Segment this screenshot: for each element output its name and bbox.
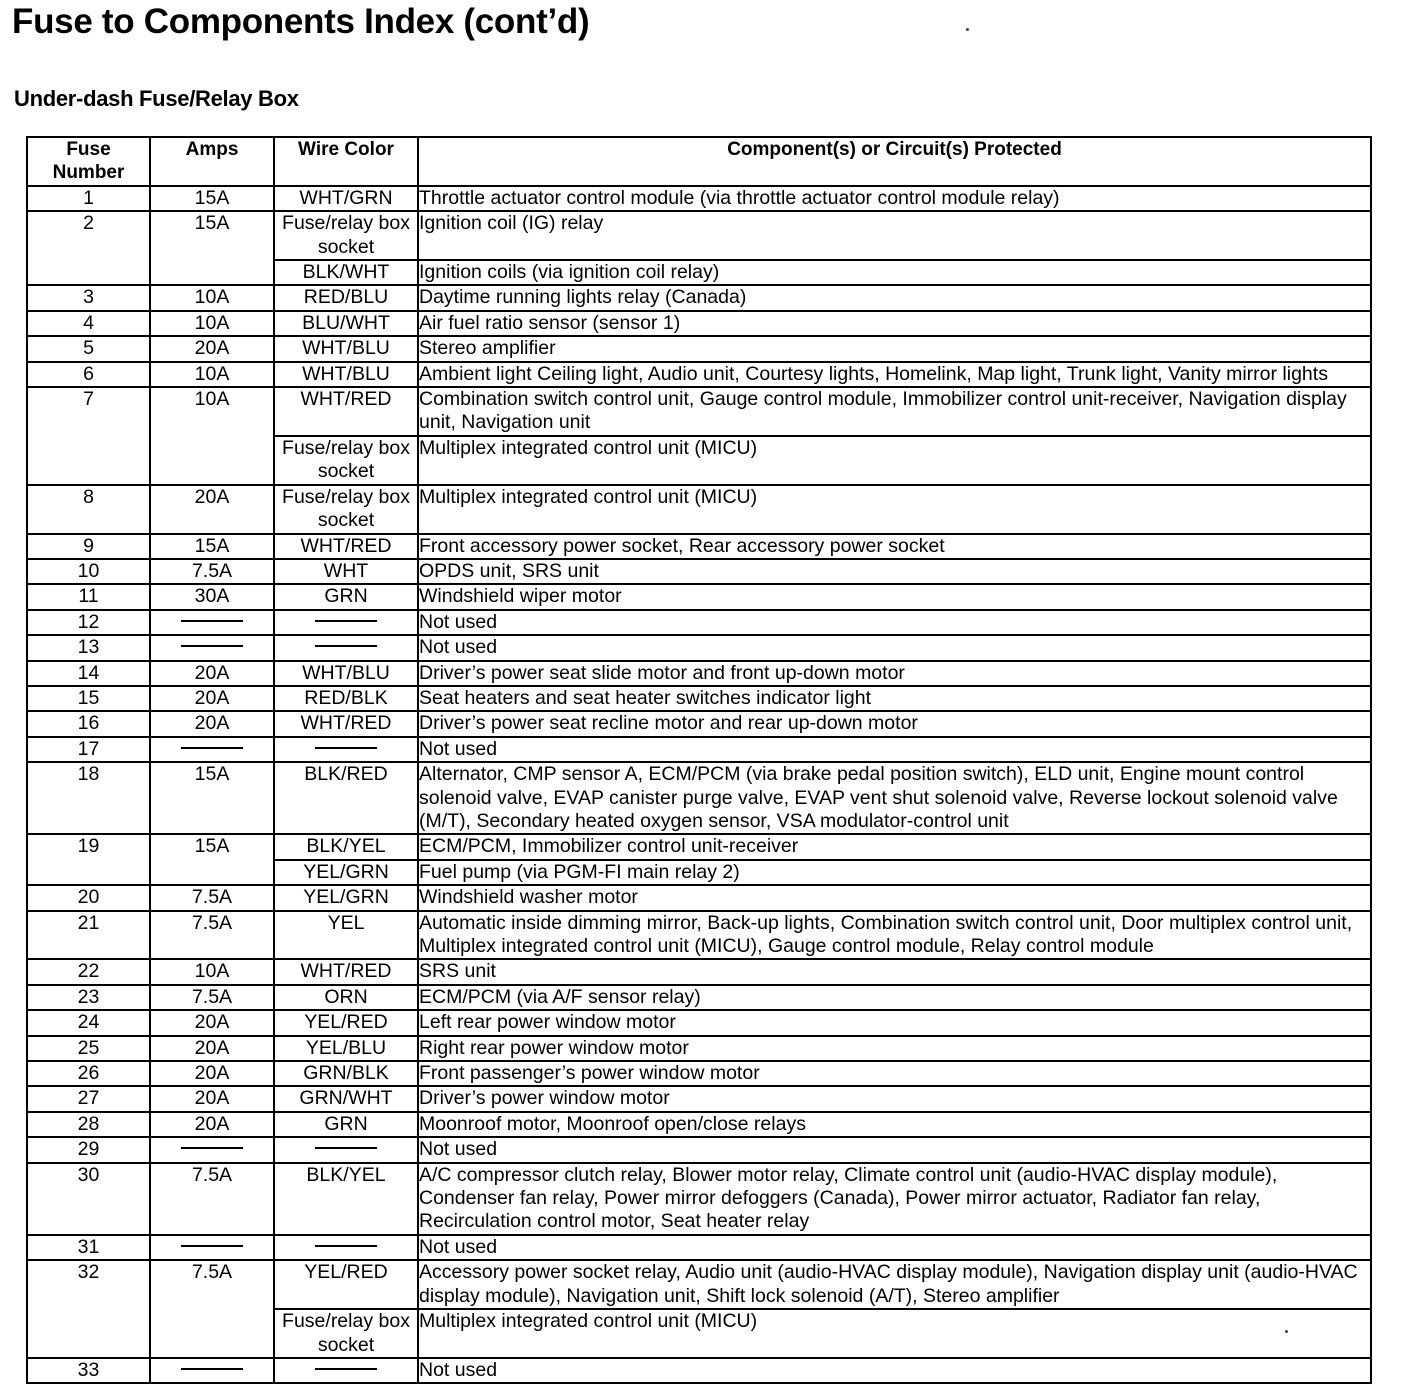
- components-cell: Windshield washer motor: [418, 885, 1371, 910]
- amps-cell: 20A: [150, 1036, 274, 1061]
- table-row: [27, 387, 1371, 436]
- header-amps: Amps: [150, 137, 274, 186]
- wire-color-cell: WHT/BLU: [274, 362, 418, 387]
- scan-speck: [966, 28, 969, 31]
- amps-cell: 7.5A: [150, 559, 274, 584]
- components-cell: Throttle actuator control module (via throttle actuator control module relay): [418, 186, 1371, 211]
- table-row: [27, 1260, 1371, 1309]
- components-cell: A/C compressor clutch relay, Blower motor relay, Climate control unit (audio-HVAC display module), Condenser fan relay, Power mirror defoggers (Canada), Power mirror actuator, Radiator fan relay, Recirculation control motor, Seat heater relay: [418, 1163, 1371, 1235]
- fuse-number-cell: 29: [27, 1137, 150, 1162]
- components-cell: Automatic inside dimming mirror, Back-up lights, Combination switch control unit, Door multiplex control unit, Multiplex integrated control unit (MICU), Gauge control module, Relay control module: [418, 911, 1371, 960]
- wire-color-cell: BLK/RED: [274, 762, 418, 834]
- header-wire-color: Wire Color: [274, 137, 418, 186]
- amps-cell: 7.5A: [150, 885, 274, 910]
- wire-color-cell: BLK/YEL: [274, 834, 418, 859]
- amps-cell: 7.5A: [150, 985, 274, 1010]
- table-row: [27, 1086, 1371, 1111]
- table-row: [27, 1036, 1371, 1061]
- not-used-dash: [315, 747, 377, 749]
- table-row: [27, 534, 1371, 559]
- amps-cell: 7.5A: [150, 911, 274, 960]
- not-used-dash: [181, 620, 243, 622]
- table-row: [27, 959, 1371, 984]
- amps-cell: [150, 1137, 274, 1162]
- components-cell: Not used: [418, 1358, 1371, 1383]
- amps-cell: 20A: [150, 686, 274, 711]
- fuse-number-cell: 22: [27, 959, 150, 984]
- table-row: [27, 885, 1371, 910]
- fuse-number-cell: 15: [27, 686, 150, 711]
- wire-color-cell: WHT/BLU: [274, 661, 418, 686]
- table-row: [27, 485, 1371, 534]
- components-cell: SRS unit: [418, 959, 1371, 984]
- fuse-number-cell: 12: [27, 610, 150, 635]
- wire-color-cell: [274, 610, 418, 635]
- wire-color-cell: Fuse/relay box socket: [274, 1309, 418, 1358]
- wire-color-cell: GRN: [274, 1112, 418, 1137]
- amps-cell: 15A: [150, 211, 274, 285]
- fuse-number-cell: 3: [27, 285, 150, 310]
- table-row: [27, 686, 1371, 711]
- table-row: [27, 661, 1371, 686]
- fuse-number-cell: 32: [27, 1260, 150, 1358]
- fuse-number-cell: 5: [27, 336, 150, 361]
- fuse-number-cell: 31: [27, 1235, 150, 1260]
- fuse-number-cell: 19: [27, 834, 150, 885]
- table-row: [27, 1235, 1371, 1260]
- not-used-dash: [181, 1368, 243, 1370]
- wire-color-cell: [274, 1235, 418, 1260]
- amps-cell: 20A: [150, 711, 274, 736]
- components-cell: Moonroof motor, Moonroof open/close relays: [418, 1112, 1371, 1137]
- fuse-number-cell: 2: [27, 211, 150, 285]
- amps-cell: 20A: [150, 336, 274, 361]
- fuse-number-cell: 24: [27, 1010, 150, 1035]
- amps-cell: 10A: [150, 311, 274, 336]
- amps-cell: 20A: [150, 485, 274, 534]
- amps-cell: 7.5A: [150, 1260, 274, 1358]
- table-row: [27, 1163, 1371, 1235]
- components-cell: Fuel pump (via PGM-FI main relay 2): [418, 860, 1371, 885]
- table-header-row: [27, 137, 1371, 186]
- not-used-dash: [315, 1368, 377, 1370]
- components-cell: Not used: [418, 1137, 1371, 1162]
- fuse-number-cell: 20: [27, 885, 150, 910]
- components-cell: Right rear power window motor: [418, 1036, 1371, 1061]
- table-row: [27, 362, 1371, 387]
- amps-cell: 7.5A: [150, 1163, 274, 1235]
- components-cell: Driver’s power seat recline motor and rear up-down motor: [418, 711, 1371, 736]
- components-cell: Ignition coil (IG) relay: [418, 211, 1371, 260]
- wire-color-cell: GRN/WHT: [274, 1086, 418, 1111]
- components-cell: Daytime running lights relay (Canada): [418, 285, 1371, 310]
- wire-color-cell: WHT/RED: [274, 534, 418, 559]
- wire-color-cell: GRN: [274, 584, 418, 609]
- table-row: [27, 584, 1371, 609]
- fuse-number-cell: 26: [27, 1061, 150, 1086]
- fuse-table-body: [27, 186, 1371, 1384]
- wire-color-cell: [274, 737, 418, 762]
- table-row: [27, 737, 1371, 762]
- wire-color-cell: [274, 1358, 418, 1383]
- table-row: [27, 1112, 1371, 1137]
- wire-color-cell: GRN/BLK: [274, 1061, 418, 1086]
- fuse-number-cell: 14: [27, 661, 150, 686]
- amps-cell: 10A: [150, 362, 274, 387]
- scan-speck: [1285, 1330, 1288, 1333]
- wire-color-cell: YEL/GRN: [274, 860, 418, 885]
- wire-color-cell: WHT/RED: [274, 711, 418, 736]
- wire-color-cell: YEL/RED: [274, 1010, 418, 1035]
- components-cell: Left rear power window motor: [418, 1010, 1371, 1035]
- table-row: [27, 834, 1371, 859]
- fuse-table: [26, 136, 1372, 1384]
- wire-color-cell: [274, 635, 418, 660]
- wire-color-cell: Fuse/relay box socket: [274, 211, 418, 260]
- fuse-number-cell: 10: [27, 559, 150, 584]
- table-row: [27, 985, 1371, 1010]
- amps-cell: 20A: [150, 1086, 274, 1111]
- fuse-number-cell: 23: [27, 985, 150, 1010]
- fuse-number-cell: 11: [27, 584, 150, 609]
- amps-cell: 10A: [150, 959, 274, 984]
- wire-color-cell: ORN: [274, 985, 418, 1010]
- components-cell: Accessory power socket relay, Audio unit (audio-HVAC display module), Navigation display unit (audio-HVAC display module), Navigation unit, Shift lock solenoid (A/T), Stereo amplifier: [418, 1260, 1371, 1309]
- table-row: [27, 211, 1371, 260]
- components-cell: Front accessory power socket, Rear accessory power socket: [418, 534, 1371, 559]
- components-cell: Not used: [418, 737, 1371, 762]
- wire-color-cell: BLU/WHT: [274, 311, 418, 336]
- fuse-number-cell: 4: [27, 311, 150, 336]
- not-used-dash: [181, 747, 243, 749]
- table-row: [27, 186, 1371, 211]
- section-title: Under-dash Fuse/Relay Box: [14, 86, 299, 111]
- components-cell: Multiplex integrated control unit (MICU): [418, 1309, 1371, 1358]
- table-row: [27, 1358, 1371, 1383]
- components-cell: Combination switch control unit, Gauge control module, Immobilizer control unit-receiver, Navigation display unit, Navigation unit: [418, 387, 1371, 436]
- table-row: [27, 1010, 1371, 1035]
- amps-cell: [150, 1235, 274, 1260]
- components-cell: ECM/PCM, Immobilizer control unit-receiver: [418, 834, 1371, 859]
- amps-cell: 15A: [150, 186, 274, 211]
- components-cell: OPDS unit, SRS unit: [418, 559, 1371, 584]
- header-fuse-number: Fuse Number: [27, 137, 150, 186]
- table-row: [27, 1137, 1371, 1162]
- fuse-number-cell: 16: [27, 711, 150, 736]
- table-row: [27, 285, 1371, 310]
- wire-color-cell: WHT/RED: [274, 387, 418, 436]
- wire-color-cell: WHT/BLU: [274, 336, 418, 361]
- table-row: [27, 1061, 1371, 1086]
- header-components: Component(s) or Circuit(s) Protected: [418, 137, 1371, 186]
- not-used-dash: [315, 645, 377, 647]
- amps-cell: 15A: [150, 534, 274, 559]
- wire-color-cell: RED/BLK: [274, 686, 418, 711]
- components-cell: Stereo amplifier: [418, 336, 1371, 361]
- fuse-number-cell: 28: [27, 1112, 150, 1137]
- components-cell: Seat heaters and seat heater switches indicator light: [418, 686, 1371, 711]
- wire-color-cell: WHT/GRN: [274, 186, 418, 211]
- not-used-dash: [181, 1147, 243, 1149]
- not-used-dash: [181, 645, 243, 647]
- wire-color-cell: WHT: [274, 559, 418, 584]
- wire-color-cell: Fuse/relay box socket: [274, 485, 418, 534]
- fuse-number-cell: 13: [27, 635, 150, 660]
- wire-color-cell: YEL: [274, 911, 418, 960]
- components-cell: Driver’s power seat slide motor and front up-down motor: [418, 661, 1371, 686]
- not-used-dash: [315, 1245, 377, 1247]
- amps-cell: 20A: [150, 1112, 274, 1137]
- components-cell: Driver’s power window motor: [418, 1086, 1371, 1111]
- wire-color-cell: [274, 1137, 418, 1162]
- amps-cell: 20A: [150, 1010, 274, 1035]
- components-cell: ECM/PCM (via A/F sensor relay): [418, 985, 1371, 1010]
- not-used-dash: [181, 1245, 243, 1247]
- fuse-number-cell: 18: [27, 762, 150, 834]
- amps-cell: 15A: [150, 762, 274, 834]
- amps-cell: [150, 610, 274, 635]
- wire-color-cell: BLK/WHT: [274, 260, 418, 285]
- components-cell: Alternator, CMP sensor A, ECM/PCM (via brake pedal position switch), ELD unit, Engine mount control solenoid valve, EVAP canister purge valve, EVAP vent shut solenoid valve, Reverse lockout solenoid valve (M/T), Secondary heated oxygen sensor, VSA modulator-control unit: [418, 762, 1371, 834]
- table-row: [27, 610, 1371, 635]
- table-row: [27, 711, 1371, 736]
- components-cell: Not used: [418, 1235, 1371, 1260]
- components-cell: Ignition coils (via ignition coil relay): [418, 260, 1371, 285]
- table-row: [27, 635, 1371, 660]
- amps-cell: [150, 737, 274, 762]
- table-row: [27, 762, 1371, 834]
- fuse-number-cell: 17: [27, 737, 150, 762]
- fuse-number-cell: 7: [27, 387, 150, 485]
- fuse-number-cell: 30: [27, 1163, 150, 1235]
- amps-cell: 20A: [150, 661, 274, 686]
- wire-color-cell: RED/BLU: [274, 285, 418, 310]
- fuse-number-cell: 25: [27, 1036, 150, 1061]
- wire-color-cell: Fuse/relay box socket: [274, 436, 418, 485]
- components-cell: Ambient light Ceiling light, Audio unit, Courtesy lights, Homelink, Map light, Trunk light, Vanity mirror lights: [418, 362, 1371, 387]
- amps-cell: 30A: [150, 584, 274, 609]
- wire-color-cell: YEL/GRN: [274, 885, 418, 910]
- fuse-number-cell: 9: [27, 534, 150, 559]
- components-cell: Air fuel ratio sensor (sensor 1): [418, 311, 1371, 336]
- amps-cell: 10A: [150, 387, 274, 485]
- fuse-number-cell: 33: [27, 1358, 150, 1383]
- components-cell: Multiplex integrated control unit (MICU): [418, 436, 1371, 485]
- table-row: [27, 336, 1371, 361]
- table-row: [27, 911, 1371, 960]
- amps-cell: [150, 635, 274, 660]
- amps-cell: 15A: [150, 834, 274, 885]
- fuse-number-cell: 27: [27, 1086, 150, 1111]
- amps-cell: [150, 1358, 274, 1383]
- components-cell: Multiplex integrated control unit (MICU): [418, 485, 1371, 534]
- amps-cell: 20A: [150, 1061, 274, 1086]
- wire-color-cell: BLK/YEL: [274, 1163, 418, 1235]
- fuse-number-cell: 8: [27, 485, 150, 534]
- components-cell: Not used: [418, 635, 1371, 660]
- not-used-dash: [315, 620, 377, 622]
- components-cell: Windshield wiper motor: [418, 584, 1371, 609]
- wire-color-cell: WHT/RED: [274, 959, 418, 984]
- table-row: [27, 559, 1371, 584]
- amps-cell: 10A: [150, 285, 274, 310]
- page-title: Fuse to Components Index (cont’d): [12, 2, 590, 41]
- components-cell: Front passenger’s power window motor: [418, 1061, 1371, 1086]
- fuse-number-cell: 1: [27, 186, 150, 211]
- fuse-number-cell: 6: [27, 362, 150, 387]
- table-row: [27, 311, 1371, 336]
- fuse-number-cell: 21: [27, 911, 150, 960]
- components-cell: Not used: [418, 610, 1371, 635]
- wire-color-cell: YEL/RED: [274, 1260, 418, 1309]
- not-used-dash: [315, 1147, 377, 1149]
- wire-color-cell: YEL/BLU: [274, 1036, 418, 1061]
